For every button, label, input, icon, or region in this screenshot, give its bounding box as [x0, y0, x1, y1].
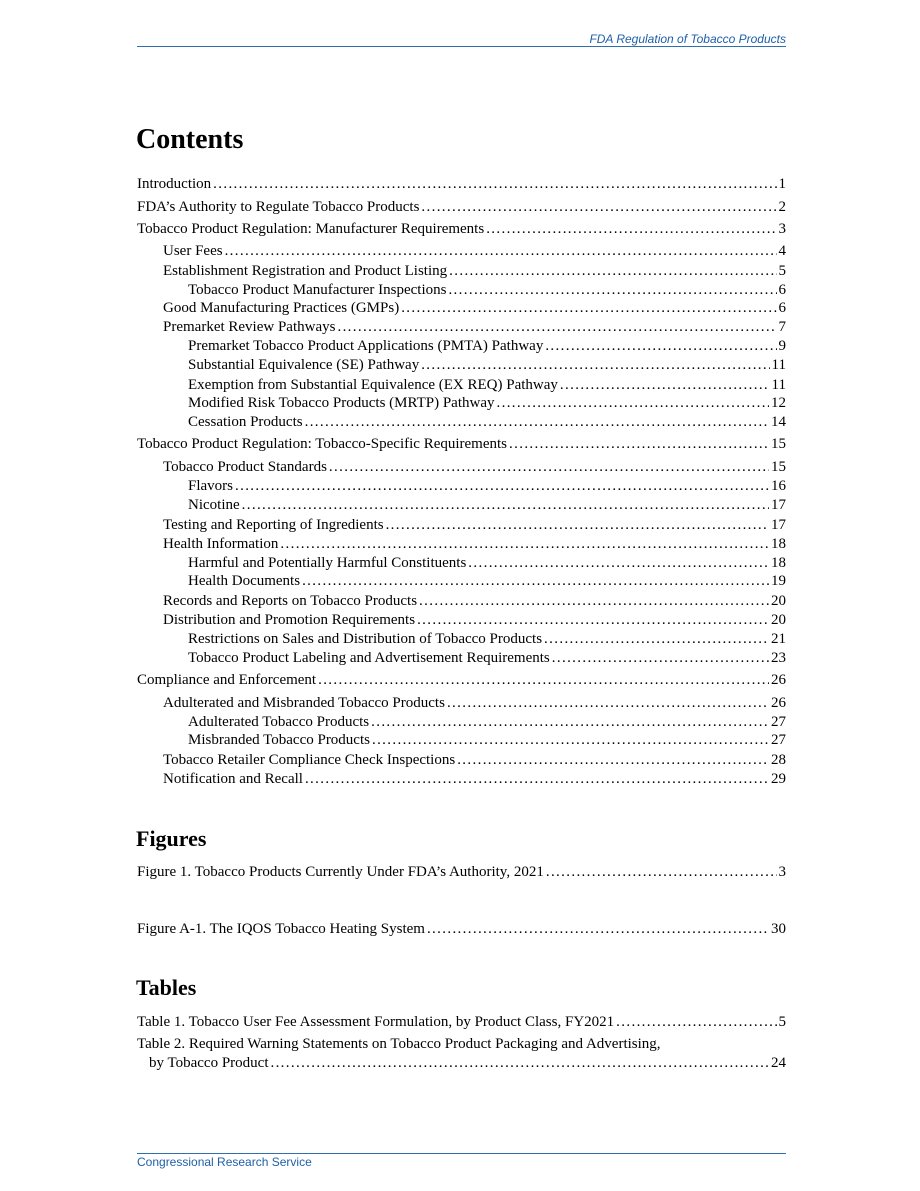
- toc-entry-label: Tobacco Product Standards: [163, 459, 327, 475]
- leader-dots: [497, 394, 770, 412]
- toc-entry-page: 2: [778, 199, 786, 215]
- leader-dots: [305, 770, 769, 788]
- leader-dots: [616, 1013, 776, 1031]
- toc-entry[interactable]: [163, 751, 786, 769]
- toc-entry-label: User Fees: [163, 243, 223, 259]
- leader-dots: [329, 458, 769, 476]
- leader-dots: [421, 198, 776, 216]
- toc-entry-label: Tobacco Product Regulation: Manufacturer Requirements: [137, 221, 485, 237]
- toc-entry-label: Cessation Products: [188, 414, 303, 430]
- toc-entry-page: 23: [771, 650, 786, 666]
- toc-entry[interactable]: [137, 220, 786, 238]
- leader-dots: [417, 611, 769, 629]
- table-entry[interactable]: [149, 1054, 786, 1072]
- leader-dots: [419, 592, 769, 610]
- table-entry-label: Table 2. Required Warning Statements on Tobacco Product Packaging and Advertising,: [137, 1036, 661, 1052]
- toc-entry[interactable]: [188, 496, 786, 514]
- toc-entry-label: Tobacco Product Regulation: Tobacco-Specific Requirements: [137, 436, 508, 452]
- table-entry-first-line[interactable]: [137, 1035, 786, 1053]
- toc-entry-label: Misbranded Tobacco Products: [188, 732, 370, 748]
- toc-entry-page: 27: [771, 732, 786, 748]
- leader-dots: [302, 572, 769, 590]
- toc-entry-label: Tobacco Product Manufacturer Inspections: [188, 282, 447, 298]
- table-entry-label: Table 1. Tobacco User Fee Assessment Formulation, by Product Class, FY2021: [137, 1014, 615, 1030]
- toc-entry-page: 15: [771, 459, 786, 475]
- leader-dots: [421, 356, 769, 374]
- toc-entry[interactable]: [163, 535, 786, 553]
- toc-entry-page: 9: [778, 338, 786, 354]
- figure-entry[interactable]: [137, 863, 786, 881]
- toc-entry-page: 17: [771, 517, 786, 533]
- leader-dots: [545, 337, 776, 355]
- toc-entry[interactable]: [163, 318, 786, 336]
- toc-entry[interactable]: [163, 516, 786, 534]
- toc-entry-label: Health Documents: [188, 573, 301, 589]
- toc-entry[interactable]: [163, 592, 786, 610]
- leader-dots: [386, 516, 769, 534]
- toc-entry-label: Nicotine: [188, 497, 240, 513]
- toc-entry-page: 11: [771, 377, 786, 393]
- toc-entry[interactable]: [137, 435, 786, 453]
- toc-entry-page: 5: [778, 263, 786, 279]
- toc-entry-page: 19: [771, 573, 786, 589]
- toc-entry[interactable]: [163, 458, 786, 476]
- leader-dots: [560, 376, 770, 394]
- toc-entry-page: 26: [771, 695, 786, 711]
- toc-entry-label: Flavors: [188, 478, 233, 494]
- toc-entry-label: Substantial Equivalence (SE) Pathway: [188, 357, 420, 373]
- toc-entry-page: 29: [771, 771, 786, 787]
- toc-entry[interactable]: [188, 572, 786, 590]
- figure-entry-label: Figure 1. Tobacco Products Currently Under FDA’s Authority, 2021: [137, 864, 544, 880]
- figures-heading: Figures: [136, 826, 207, 851]
- toc-entry-label: Records and Reports on Tobacco Products: [163, 593, 418, 609]
- leader-dots: [401, 299, 776, 317]
- toc-entry-label: Premarket Tobacco Product Applications (PMTA) Pathway: [188, 338, 544, 354]
- toc-entry-label: Distribution and Promotion Requirements: [163, 612, 416, 628]
- toc-entry-label: Tobacco Retailer Compliance Check Inspections: [163, 752, 456, 768]
- toc-entry[interactable]: [163, 299, 786, 317]
- table-entry-page: 5: [778, 1014, 786, 1030]
- leader-dots: [213, 175, 776, 193]
- toc-entry-page: 7: [778, 319, 786, 335]
- toc-entry[interactable]: [137, 198, 786, 216]
- table-entry-page: 24: [771, 1055, 786, 1071]
- toc-entry[interactable]: [163, 262, 786, 280]
- figure-entry-label: Figure A-1. The IQOS Tobacco Heating System: [137, 921, 425, 937]
- leader-dots: [305, 413, 769, 431]
- toc-entry-page: 17: [771, 497, 786, 513]
- toc-entry-label: FDA’s Authority to Regulate Tobacco Products: [137, 199, 420, 215]
- toc-entry-page: 20: [771, 593, 786, 609]
- figure-entry-page: 30: [771, 921, 786, 937]
- toc-entry-label: Exemption from Substantial Equivalence (EX REQ) Pathway: [188, 377, 558, 393]
- toc-entry-label: Modified Risk Tobacco Products (MRTP) Pathway: [188, 395, 495, 411]
- toc-entry[interactable]: [188, 477, 786, 495]
- toc-entry-page: 18: [771, 555, 786, 571]
- leader-dots: [372, 731, 769, 749]
- toc-entry-page: 11: [771, 357, 786, 373]
- toc-entry[interactable]: [188, 731, 786, 749]
- toc-entry[interactable]: [137, 175, 786, 193]
- leader-dots: [318, 671, 769, 689]
- toc-entry-label: Establishment Registration and Product Listing: [163, 263, 448, 279]
- leader-dots: [427, 920, 769, 938]
- toc-entry-label: Compliance and Enforcement: [137, 672, 317, 688]
- leader-dots: [447, 694, 769, 712]
- toc-entry-page: 16: [771, 478, 786, 494]
- tables-heading: Tables: [136, 975, 197, 1000]
- header-rule: [137, 46, 786, 47]
- leader-dots: [486, 220, 776, 238]
- figure-entry-page: 3: [778, 864, 786, 880]
- leader-dots: [448, 281, 776, 299]
- leader-dots: [509, 435, 769, 453]
- toc-entry-page: 14: [771, 414, 786, 430]
- toc-entry-label: Restrictions on Sales and Distribution of Tobacco Products: [188, 631, 543, 647]
- toc-entry-page: 12: [771, 395, 786, 411]
- leader-dots: [449, 262, 776, 280]
- toc-entry[interactable]: [188, 281, 786, 299]
- toc-entry[interactable]: [188, 376, 786, 394]
- footer-rule: [137, 1153, 786, 1154]
- toc-entry-page: 3: [778, 221, 786, 237]
- toc-entry-label: Adulterated and Misbranded Tobacco Products: [163, 695, 445, 711]
- leader-dots: [242, 496, 769, 514]
- table-entry[interactable]: [137, 1013, 786, 1031]
- toc-entry-label: Notification and Recall: [163, 771, 303, 787]
- toc-entry-page: 26: [771, 672, 786, 688]
- leader-dots: [225, 242, 777, 260]
- footer-publisher: Congressional Research Service: [137, 1155, 312, 1169]
- toc-entry-label: Introduction: [137, 176, 212, 192]
- toc-entry[interactable]: [188, 413, 786, 431]
- running-header: FDA Regulation of Tobacco Products: [589, 32, 786, 46]
- toc-entry[interactable]: [188, 394, 786, 412]
- toc-entry-label: Harmful and Potentially Harmful Constituents: [188, 555, 467, 571]
- toc-entry-page: 6: [778, 300, 786, 316]
- toc-entry-label: Health Information: [163, 536, 279, 552]
- toc-entry[interactable]: [188, 649, 786, 667]
- toc-entry-label: Good Manufacturing Practices (GMPs): [163, 300, 400, 316]
- toc-entry-page: 4: [778, 243, 786, 259]
- toc-entry-page: 1: [778, 176, 786, 192]
- toc-entry[interactable]: [163, 694, 786, 712]
- toc-entry[interactable]: [188, 554, 786, 572]
- leader-dots: [552, 649, 769, 667]
- toc-entry[interactable]: [137, 671, 786, 689]
- toc-entry-page: 27: [771, 714, 786, 730]
- leader-dots: [546, 863, 777, 881]
- figure-entry[interactable]: [137, 920, 786, 938]
- leader-dots: [270, 1054, 769, 1072]
- toc-entry[interactable]: [163, 770, 786, 788]
- toc-entry-label: Testing and Reporting of Ingredients: [163, 517, 384, 533]
- leader-dots: [235, 477, 769, 495]
- toc-entry-label: Adulterated Tobacco Products: [188, 714, 370, 730]
- leader-dots: [371, 713, 769, 731]
- table-entry-label: by Tobacco Product: [149, 1055, 269, 1071]
- toc-entry-page: 6: [778, 282, 786, 298]
- toc-entry[interactable]: [163, 242, 786, 260]
- toc-entry[interactable]: [188, 713, 786, 731]
- toc-entry-label: Tobacco Product Labeling and Advertisement Requirements: [188, 650, 550, 666]
- toc-entry-page: 18: [771, 536, 786, 552]
- leader-dots: [544, 630, 769, 648]
- toc-entry[interactable]: [188, 630, 786, 648]
- toc-entry-page: 21: [771, 631, 786, 647]
- toc-entry-label: Premarket Review Pathways: [163, 319, 336, 335]
- contents-heading: Contents: [136, 124, 244, 155]
- leader-dots: [280, 535, 769, 553]
- toc-entry[interactable]: [188, 356, 786, 374]
- toc-entry-page: 15: [771, 436, 786, 452]
- toc-entry-page: 28: [771, 752, 786, 768]
- leader-dots: [337, 318, 776, 336]
- leader-dots: [457, 751, 769, 769]
- toc-entry[interactable]: [163, 611, 786, 629]
- leader-dots: [468, 554, 769, 572]
- toc-entry-page: 20: [771, 612, 786, 628]
- toc-entry[interactable]: [188, 337, 786, 355]
